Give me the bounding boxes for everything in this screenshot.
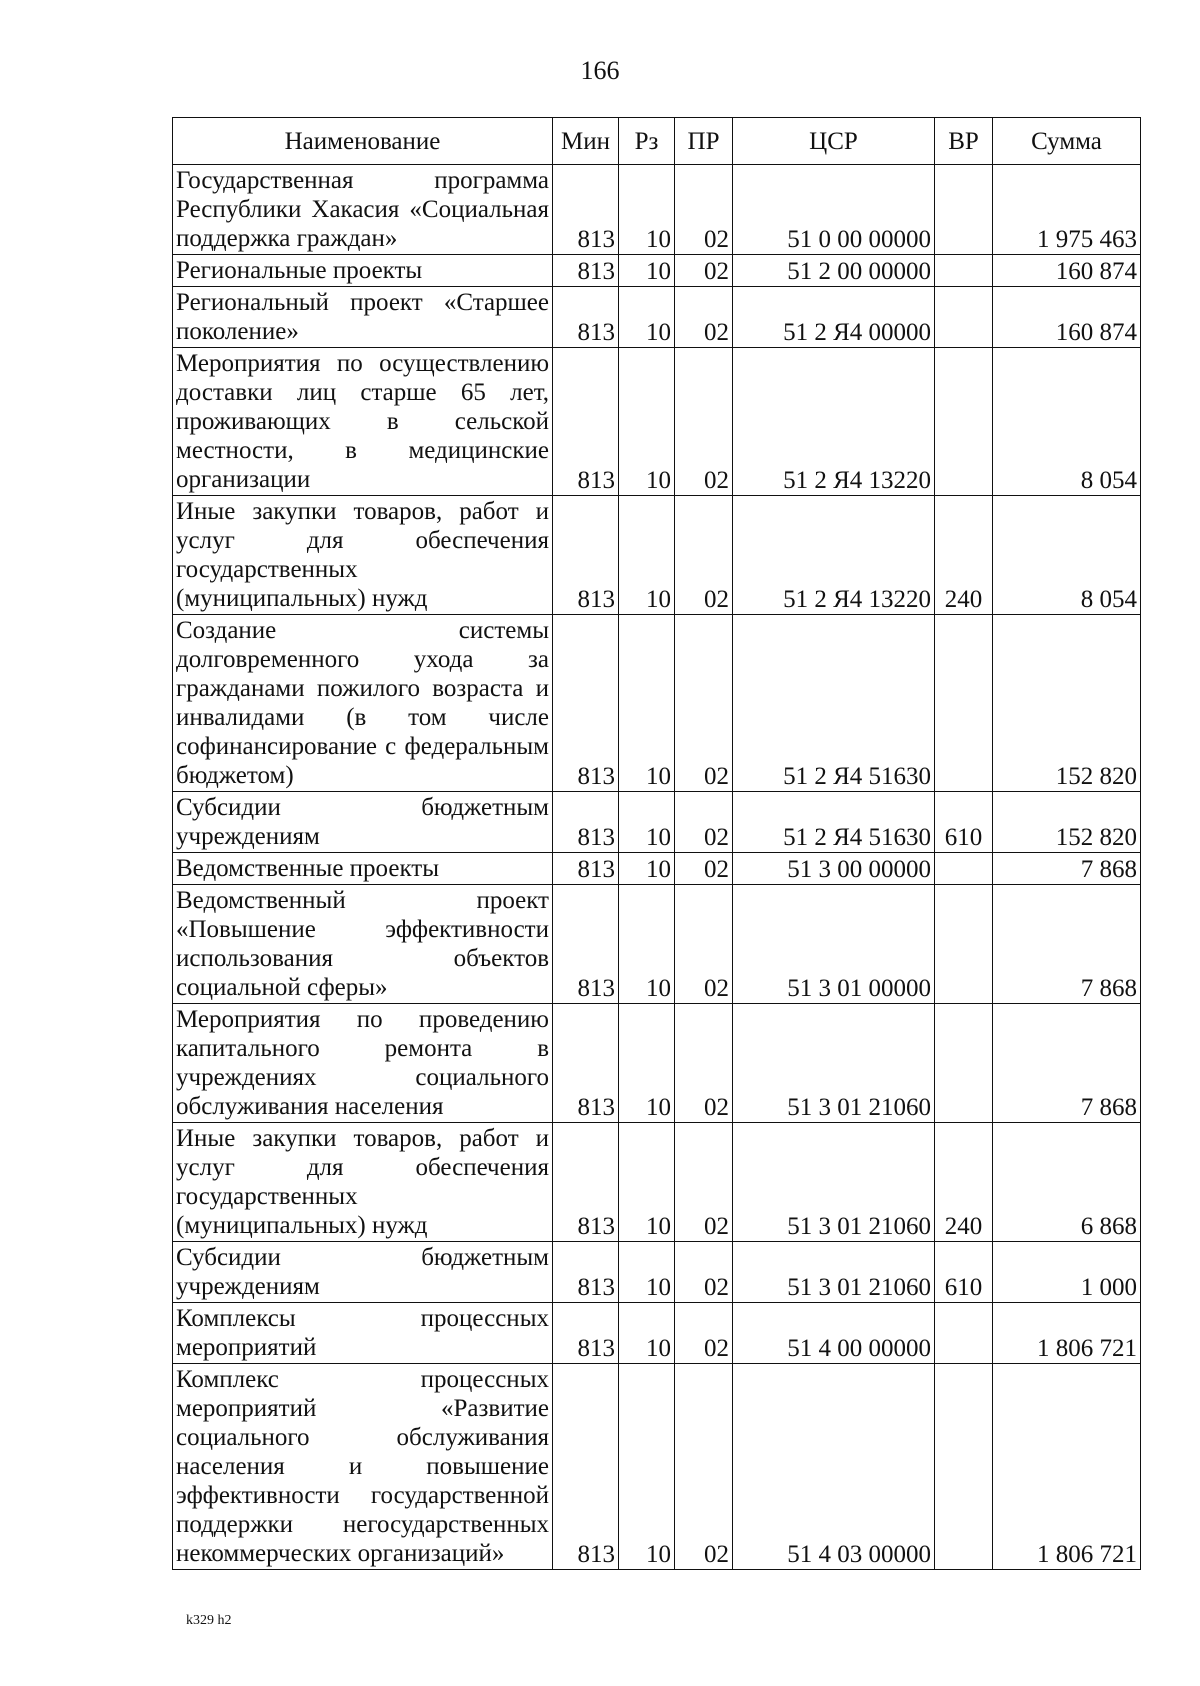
table-body [173,165,1141,1570]
cell-min: 813 [553,348,619,496]
cell-vr [935,255,993,287]
cell-min: 813 [553,615,619,792]
cell-min: 813 [553,1242,619,1303]
cell-min: 813 [553,1123,619,1242]
cell-sum: 1 000 [993,1242,1141,1303]
cell-rz: 10 [619,885,675,1004]
cell-rz: 10 [619,1123,675,1242]
cell-min: 813 [553,165,619,255]
cell-min: 813 [553,1364,619,1570]
cell-csr: 51 2 Я4 13220 [733,348,935,496]
cell-vr: 240 [935,1123,993,1242]
header-name: Наименование [173,118,553,165]
cell-rz: 10 [619,1004,675,1123]
table-row [173,885,1141,1004]
cell-pr: 02 [675,165,733,255]
cell-name: Ведомственные проекты [173,853,553,885]
cell-sum: 160 874 [993,255,1141,287]
cell-pr: 02 [675,1364,733,1570]
cell-csr: 51 2 Я4 51630 [733,615,935,792]
cell-pr: 02 [675,496,733,615]
table-row [173,792,1141,853]
cell-name: Субсидии бюджетным учреждениям [173,792,553,853]
cell-rz: 10 [619,1242,675,1303]
cell-name: Ведомственный проект «Повышение эффективности использования объектов социальной сферы» [173,885,553,1004]
cell-sum: 7 868 [993,885,1141,1004]
cell-sum: 8 054 [993,496,1141,615]
cell-csr: 51 0 00 00000 [733,165,935,255]
table-row [173,287,1141,348]
table-row [173,255,1141,287]
cell-pr: 02 [675,1123,733,1242]
cell-name: Комплексы процессных мероприятий [173,1303,553,1364]
cell-sum: 152 820 [993,615,1141,792]
cell-vr: 610 [935,1242,993,1303]
cell-vr [935,615,993,792]
table-row [173,1123,1141,1242]
page-number: 166 [580,56,620,85]
cell-csr: 51 3 01 00000 [733,885,935,1004]
cell-pr: 02 [675,255,733,287]
cell-rz: 10 [619,1303,675,1364]
cell-rz: 10 [619,792,675,853]
table-row [173,853,1141,885]
cell-rz: 10 [619,348,675,496]
cell-pr: 02 [675,853,733,885]
table-row [173,1004,1141,1123]
cell-min: 813 [553,496,619,615]
table-row [173,165,1141,255]
cell-csr: 51 2 Я4 00000 [733,287,935,348]
table-row [173,615,1141,792]
cell-rz: 10 [619,615,675,792]
cell-name: Мероприятия по осуществлению доставки лиц старше 65 лет, проживающих в сельской местности, в медицинские организации [173,348,553,496]
cell-vr [935,348,993,496]
table-header-row [173,118,1141,165]
cell-name: Иные закупки товаров, работ и услуг для обеспечения государственных (муниципальных) нужд [173,496,553,615]
cell-min: 813 [553,1004,619,1123]
cell-sum: 160 874 [993,287,1141,348]
cell-sum: 1 806 721 [993,1303,1141,1364]
cell-name: Государственная программа Республики Хакасия «Социальная поддержка граждан» [173,165,553,255]
cell-sum: 152 820 [993,792,1141,853]
cell-vr [935,165,993,255]
cell-sum: 1 975 463 [993,165,1141,255]
cell-vr [935,853,993,885]
table-row [173,1364,1141,1570]
cell-vr [935,287,993,348]
cell-min: 813 [553,885,619,1004]
cell-pr: 02 [675,885,733,1004]
cell-csr: 51 3 01 21060 [733,1123,935,1242]
cell-csr: 51 4 00 00000 [733,1303,935,1364]
cell-pr: 02 [675,1242,733,1303]
cell-sum: 6 868 [993,1123,1141,1242]
cell-rz: 10 [619,287,675,348]
header-pr: ПР [675,118,733,165]
budget-table [172,117,1141,1570]
header-rz: Рз [619,118,675,165]
cell-csr: 51 2 Я4 51630 [733,792,935,853]
cell-rz: 10 [619,853,675,885]
header-min: Мин [553,118,619,165]
cell-vr: 610 [935,792,993,853]
cell-min: 813 [553,1303,619,1364]
footer-code: k329 h2 [186,1613,232,1628]
cell-sum: 7 868 [993,853,1141,885]
cell-vr [935,1004,993,1123]
cell-pr: 02 [675,348,733,496]
cell-pr: 02 [675,1303,733,1364]
header-vr: ВР [935,118,993,165]
cell-csr: 51 3 00 00000 [733,853,935,885]
cell-rz: 10 [619,255,675,287]
cell-rz: 10 [619,165,675,255]
table-row [173,348,1141,496]
cell-vr [935,1303,993,1364]
cell-csr: 51 3 01 21060 [733,1004,935,1123]
cell-csr: 51 2 Я4 13220 [733,496,935,615]
cell-csr: 51 2 00 00000 [733,255,935,287]
cell-vr [935,885,993,1004]
cell-name: Субсидии бюджетным учреждениям [173,1242,553,1303]
table-row [173,496,1141,615]
cell-pr: 02 [675,287,733,348]
cell-pr: 02 [675,1004,733,1123]
cell-sum: 7 868 [993,1004,1141,1123]
cell-pr: 02 [675,792,733,853]
table-row [173,1303,1141,1364]
cell-csr: 51 3 01 21060 [733,1242,935,1303]
cell-vr: 240 [935,496,993,615]
cell-rz: 10 [619,1364,675,1570]
table-row [173,1242,1141,1303]
header-sum: Сумма [993,118,1141,165]
cell-csr: 51 4 03 00000 [733,1364,935,1570]
cell-sum: 1 806 721 [993,1364,1141,1570]
cell-name: Создание системы долговременного ухода за гражданами пожилого возраста и инвалидами (в том числе софинансирование с федеральным бюджетом) [173,615,553,792]
cell-vr [935,1364,993,1570]
cell-min: 813 [553,287,619,348]
cell-name: Мероприятия по проведению капитального ремонта в учреждениях социального обслуживания населения [173,1004,553,1123]
cell-name: Региональные проекты [173,255,553,287]
cell-sum: 8 054 [993,348,1141,496]
cell-name: Комплекс процессных мероприятий «Развитие социального обслуживания населения и повышение эффективности государственной поддержки негосударственных некоммерческих организаций» [173,1364,553,1570]
cell-pr: 02 [675,615,733,792]
cell-rz: 10 [619,496,675,615]
header-csr: ЦСР [733,118,935,165]
cell-min: 813 [553,853,619,885]
cell-min: 813 [553,255,619,287]
cell-min: 813 [553,792,619,853]
cell-name: Иные закупки товаров, работ и услуг для обеспечения государственных (муниципальных) нужд [173,1123,553,1242]
cell-name: Региональный проект «Старшее поколение» [173,287,553,348]
